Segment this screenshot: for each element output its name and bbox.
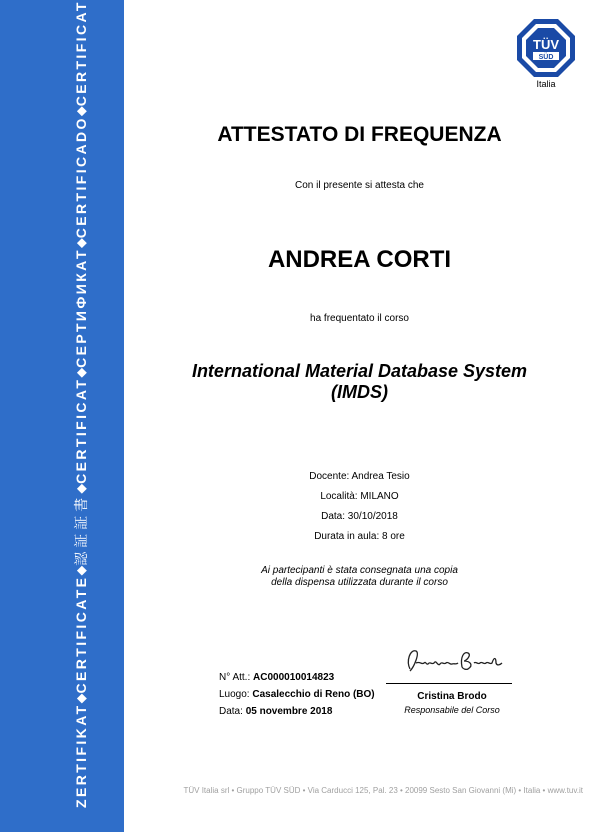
band-word: СЕРТИФИКАТ [73, 248, 89, 368]
diamond-icon: ◆ [74, 368, 88, 378]
logo-country: Italia [536, 79, 556, 89]
signature-line [386, 683, 512, 684]
course-title-line1: International Material Database System [191, 361, 528, 381]
issue-date-label: Data: [219, 706, 243, 717]
issue-place-label: Luogo: [219, 689, 250, 700]
band-word: 認証証書 [73, 493, 89, 566]
location: Località: MILANO [320, 491, 399, 502]
attended-text: ha frequentato il corso [310, 313, 409, 324]
band-word: CERTIFICAT [73, 377, 89, 484]
band-word: ZERTIFIKAT [73, 703, 89, 808]
band-word: CERTIFICATE [73, 575, 89, 694]
handout-note-line1: Ai partecipanti è stata consegnata una copia [261, 565, 458, 576]
course-title [124, 361, 595, 403]
attestation-number [219, 672, 334, 683]
band-word: CERTIFICADO [73, 116, 89, 239]
footer-address: TÜV Italia srl • Gruppo TÜV SÜD • Via Carducci 125, Pal. 23 • 20099 Sesto San Giovanni (Mi) • Italia • www.tuv.it [183, 786, 583, 795]
issue-date [219, 706, 332, 717]
diamond-icon: ◆ [74, 238, 88, 248]
attestation-number-value: AC000010014823 [253, 672, 335, 683]
diamond-icon: ◆ [74, 693, 88, 704]
signer-name: Cristina Brodo [417, 691, 487, 702]
handout-note [124, 565, 595, 589]
intro-text: Con il presente si attesta che [295, 180, 424, 191]
logo-brand: TÜV [533, 37, 559, 52]
duration: Durata in aula: 8 ore [314, 531, 405, 542]
handwritten-signature [400, 643, 512, 679]
certificate-word-strip [59, 0, 103, 808]
diamond-icon: ◆ [74, 566, 88, 576]
issue-date-value: 05 novembre 2018 [245, 706, 333, 717]
diamond-icon: ◆ [74, 106, 88, 116]
tuv-sud-logo [516, 18, 576, 78]
attestation-number-label: N° Att.: [219, 672, 251, 683]
course-date: Data: 30/10/2018 [321, 511, 398, 522]
signer-role: Responsabile del Corso [404, 705, 500, 715]
handout-note-line2: della dispensa utilizzata durante il corso [271, 577, 448, 588]
certificate-side-band [0, 0, 124, 832]
logo-sub: SÜD [538, 54, 554, 61]
issue-place [219, 689, 375, 700]
band-word: CERTIFICAT [73, 0, 89, 107]
participant-name: ANDREA CORTI [267, 246, 452, 273]
diamond-icon: ◆ [74, 484, 88, 494]
certificate-title: ATTESTATO DI FREQUENZA [217, 123, 502, 146]
teacher: Docente: Andrea Tesio [309, 471, 410, 482]
issue-place-value: Casalecchio di Reno (BO) [252, 689, 375, 700]
course-title-line2: (IMDS) [331, 382, 388, 402]
